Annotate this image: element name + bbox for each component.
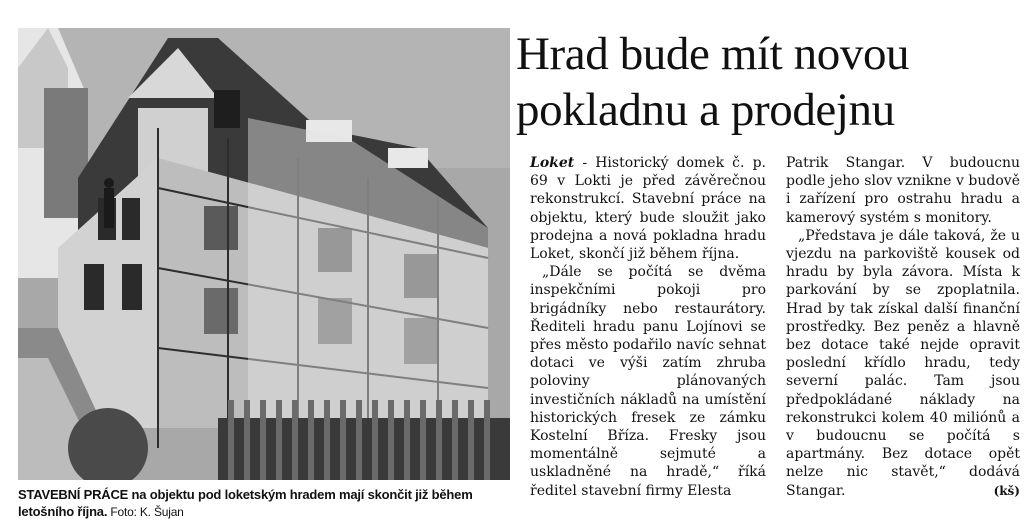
article-headline: Hrad bude mít novou pokladnu a prodejnu [516, 28, 910, 136]
caption-lead: STAVEBNÍ PRÁCE [18, 487, 129, 502]
article-place: Loket [530, 155, 575, 171]
article-paragraph-continued: Patrik Stangar. V budoucnu podle jeho slov vznikne v budově i zařízení pro ostrahu hradu a kamerový systém s monitory. [786, 155, 1020, 226]
photo-caption [18, 486, 514, 521]
article-column-2 [786, 154, 1020, 500]
article-lead-paragraph [530, 154, 766, 263]
article-photo [18, 28, 510, 480]
article-column-1 [530, 154, 766, 500]
article-paragraph-text: „Představa je dále taková, že u vjezdu na parkoviště kousek od hradu by byla závora. Místa k parkování by se zpoplatnila. Hrad by tak získal další finanční prostředky. Bez peněz a hlavně bez dotace také nejde opravit poslední křídlo hradu, tedy severní palác. Tam jsou předpokládané náklady na rekonstrukci kolem 40 miliónů a v budoucnu se počítá s apartmány. Bez dotace opět nelze nic stavět,“ dodává Stangar. [786, 227, 1020, 499]
article-paragraph [786, 227, 1020, 500]
article-paragraph: „Dále se počítá se dvěma inspekčními pokoji pro brigádníky nebo restaurátory. Řediteli hradu panu Lojínovi se přes město podařilo navíc sehnat dotaci ve výši zatím zhruba poloviny plánovaných investičních nákladů na umístění historických fresek ze zámku Kostelní Bříza. Fresky jsou momentálně sejmuté a uskladněné na hradě,“ říká ředitel stavební firmy Elesta [530, 264, 766, 499]
article-author: (kš) [993, 483, 1020, 498]
building-scaffolding-photo [18, 28, 510, 480]
photo-credit: Foto: K. Šujan [107, 505, 184, 519]
article-lead-text: - Historický domek č. p. 69 v Lokti je před závěrečnou rekonstrukcí. Stavební práce na objektu, který bude sloužit jako prodejna a nová pokladna hradu Loket, skončí již během října. [530, 155, 766, 263]
caption-text: na objektu pod loketským hradem mají skončit již během letošního října. [18, 487, 473, 519]
